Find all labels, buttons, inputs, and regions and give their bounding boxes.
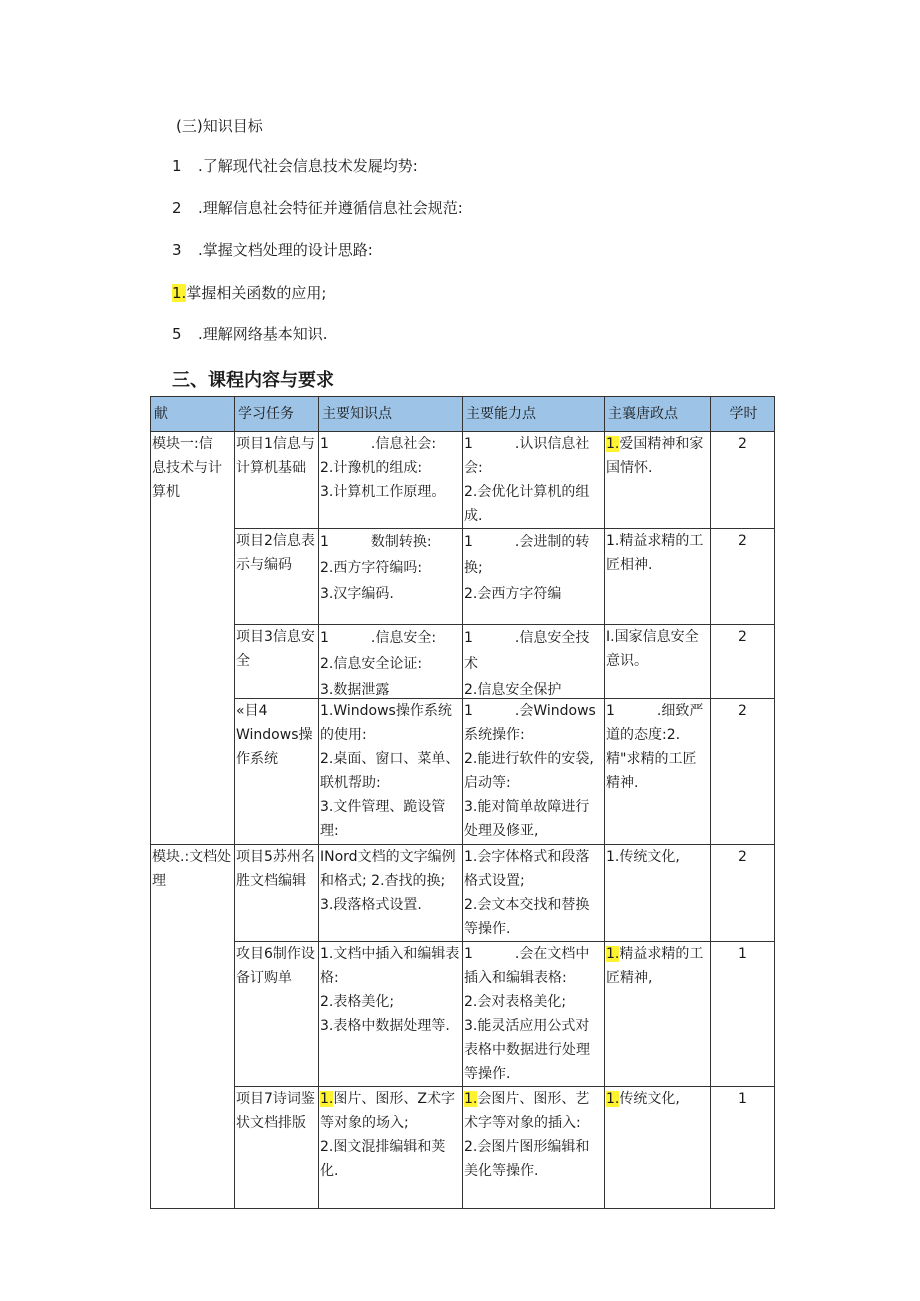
knowledge-item: 2.信息安全论证: [320,656,423,672]
module-cell [151,432,235,845]
objective-item [172,156,418,176]
knowledge-item: 2.图文混排编辑和荚化. [320,1139,446,1179]
table-row [151,1087,775,1209]
table-row [151,432,775,529]
ability-cell [463,625,605,699]
knowledge-item: 3.汉字编码. [320,586,394,602]
knowledge-item: 2.桌面、窗口、菜单、联机帮助: [320,751,460,791]
knowledge-item: 3.文件管理、跪设管理: [320,799,446,839]
objective-number: 3 [172,241,182,259]
knowledge-item: 2.表格美化; [320,994,395,1010]
ability-item [464,1087,603,1135]
ability-item: 2.会西方字符编 [464,586,562,602]
ability-item: 2.会对表格美化; [464,994,567,1010]
ability-item: 2.信息安全保护 [464,682,562,697]
ability-item: 1 .认识信息社会: [464,436,590,476]
ideology-text: 1.传统文化, [606,849,680,865]
objective-number: 1 [172,157,182,175]
ideology-text: 精益求精的工匠精神, [606,946,704,986]
ideology-number: 1. [606,1091,620,1107]
knowledge-number: 1. [320,1091,334,1107]
objective-text: 掌握相关函数的应用; [186,284,327,302]
ideology-text: 1 .细致严道的态度:2.精"求精的工匠精神. [606,703,704,791]
header-ideology: 主襄唐政点 [605,397,711,432]
task-cell [235,625,319,699]
task-cell [235,845,319,942]
objective-text: .了解现代社会信息技术发屣均势: [198,157,418,175]
knowledge-cell [319,529,463,625]
ability-item: 2.能进行软件的安袋,启动等: [464,751,594,791]
hours-cell: 2 [711,845,775,942]
table-row [151,529,775,625]
knowledge-item: 3.表格中数据处理等. [320,1018,450,1034]
ability-item: 3.能灵活应用公式对表格中数据进行处理等操作. [464,1018,590,1082]
ideology-number: 1. [606,946,620,962]
task-name: 项目1信息与计算机基础 [236,436,315,476]
knowledge-cell [319,845,463,942]
ideology-cell [605,625,711,699]
knowledge-text: 图片、图形、Z术字等对象的场入; [320,1091,455,1131]
ability-item: 3.能对简单故障进行处理及修亚, [464,799,590,839]
table-row [151,625,775,699]
hours-cell: 2 [711,625,775,699]
objective-item [172,283,326,303]
objective-item [172,240,373,260]
ability-item: 2.会文本交找和替换等操作. [464,897,590,937]
ideology-cell [605,1087,711,1209]
header-task: 学习任务 [235,397,319,432]
knowledge-item: 1.Windows操作系统的使用: [320,703,452,743]
knowledge-item: 3.计算机工作原理。 [320,484,446,500]
objective-item [172,324,328,344]
ability-item: 1 .信息安全技术 [464,630,590,672]
hours-cell: 2 [711,699,775,845]
ability-item: 2.会图片图形编辑和美化等操作. [464,1139,590,1179]
knowledge-cell [319,625,463,699]
ideology-cell [605,942,711,1087]
knowledge-item: 2.西方字符编吗: [320,560,423,576]
objective-text: .理解网络基本知识. [198,325,328,343]
knowledge-cell [319,1087,463,1209]
ability-cell [463,942,605,1087]
module-cell [151,845,235,1209]
ability-cell [463,529,605,625]
knowledge-cell [319,699,463,845]
objective-number: 5 [172,325,182,343]
ideology-cell [605,845,711,942]
objective-number: 1. [172,284,187,302]
ability-text: 会图片、图形、艺术字等对象的插入: [464,1091,590,1131]
ideology-cell [605,529,711,625]
ideology-text: 1.精益求精的工匠相神. [606,533,704,573]
header-knowledge: 主要知识点 [319,397,463,432]
ideology-text: 传统文化, [619,1091,680,1107]
task-cell [235,942,319,1087]
task-name: «目4 Windows操作系统 [236,703,313,767]
header-ability: 主要能力点 [463,397,605,432]
knowledge-item: 1 数制转换: [320,534,432,550]
hours-cell: 1 [711,942,775,1087]
knowledge-item: 2.计豫机的组成: [320,460,423,476]
table-row [151,942,775,1087]
knowledge-item: 1.文档中插入和编辑表格: [320,946,460,986]
task-name: 项目2信息表示与编码 [236,533,315,573]
task-name: 项目7诗词鉴状文档排版 [236,1091,315,1131]
ideology-cell [605,432,711,529]
task-name: 项目5苏州名胜文档编辑 [236,849,315,889]
course-table [150,396,775,1209]
knowledge-cell [319,432,463,529]
ideology-text: 爱国精神和家国情怀. [606,436,704,476]
ability-number: 1. [464,1091,478,1107]
objective-item [172,198,463,218]
hours-cell: 2 [711,432,775,529]
objective-number: 2 [172,199,182,217]
table-row [151,699,775,845]
ability-item: 1 .会进制的转换; [464,534,590,576]
knowledge-item: 1 .信息社会: [320,436,437,452]
task-cell [235,699,319,845]
knowledge-item: 1 .信息安全: [320,630,437,646]
ability-item: 1 .会Windows系统操作: [464,703,596,743]
objective-text: .理解信息社会特征并遵循信息社会规范: [198,199,463,217]
task-name: 攻目6制作设备订购单 [236,946,315,986]
task-cell [235,1087,319,1209]
hours-cell: 2 [711,529,775,625]
header-hours: 学时 [711,397,775,432]
ability-item: 2.会优化计算机的组成. [464,484,590,524]
objectives-heading: (三)知识目标 [176,117,263,135]
ability-cell [463,845,605,942]
ability-item: 1 .会在文档中插入和编辑表格: [464,946,590,986]
section-title: 三、课程内容与要求 [172,370,334,391]
knowledge-item: 3.数据泄露 [320,682,390,697]
ability-cell [463,1087,605,1209]
module-name: 模块.:文档处理 [152,849,232,889]
ideology-cell [605,699,711,845]
task-cell [235,529,319,625]
table-row [151,845,775,942]
ability-cell [463,699,605,845]
knowledge-item [320,1087,461,1135]
module-name: 模块一:信息技术与计算机 [152,436,222,500]
knowledge-cell [319,942,463,1087]
ability-item: 1.会字体格式和段落格式设置; [464,849,590,889]
ideology-text: I.国家信息安全意识。 [606,629,699,669]
task-name: 项目3信息安全 [236,629,315,669]
objective-text: .掌握文档处理的设计思路: [198,241,373,259]
header-module: 献 [151,397,235,432]
ability-cell [463,432,605,529]
task-cell [235,432,319,529]
ideology-number: 1. [606,436,620,452]
hours-cell: 1 [711,1087,775,1209]
knowledge-item: INord文档的文字编例和格式; 2.杳找的换; 3.段落格式设置. [320,849,456,913]
table-header-row [151,397,775,432]
